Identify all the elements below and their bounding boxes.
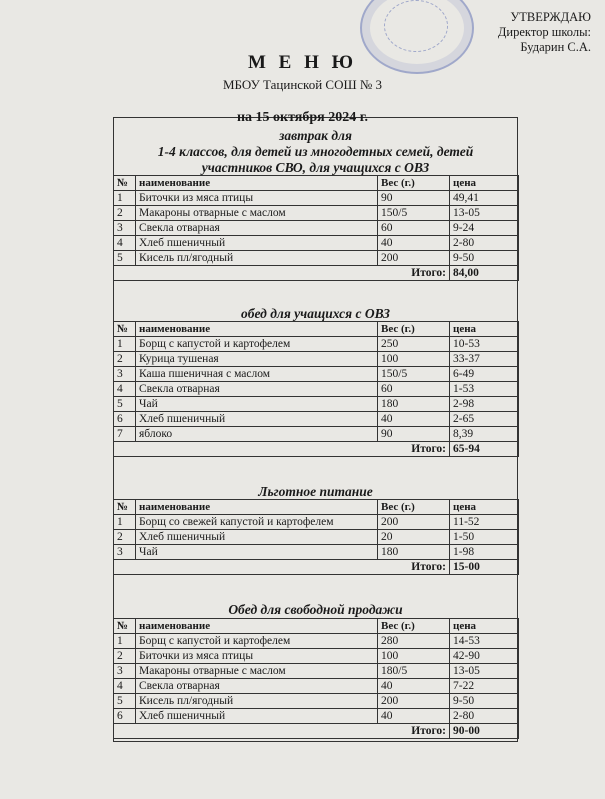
dish-price: 2-80 xyxy=(450,236,519,251)
dish-weight: 150/5 xyxy=(378,367,450,382)
dish-weight: 250 xyxy=(378,337,450,352)
section-title-line: 1-4 классов, для детей из многодетных семей, детей xyxy=(157,144,474,159)
col-weight-header: Вес (г.) xyxy=(378,619,450,634)
dish-price: 9-50 xyxy=(450,694,519,709)
table-row xyxy=(114,397,519,412)
dish-name: Кисель пл/ягодный xyxy=(136,694,378,709)
table-row xyxy=(114,545,519,560)
total-label: Итого: xyxy=(114,724,450,739)
lunch-ovz-table xyxy=(113,321,519,457)
table-row xyxy=(114,236,519,251)
dish-price: 1-98 xyxy=(450,545,519,560)
dish-name: Борщ со свежей капустой и картофелем xyxy=(136,515,378,530)
approval-name: Бударин С.А. xyxy=(520,40,591,54)
row-num: 4 xyxy=(114,679,136,694)
row-num: 6 xyxy=(114,709,136,724)
row-num: 2 xyxy=(114,649,136,664)
row-num: 3 xyxy=(114,367,136,382)
section-title-line: обед для учащихся с ОВЗ xyxy=(240,306,390,321)
table-row xyxy=(114,634,519,649)
total-row xyxy=(114,724,519,739)
section-title-line: Обед для свободной продажи xyxy=(228,602,403,617)
menu-date: на 15 октября 2024 г. xyxy=(236,110,369,125)
table-row xyxy=(114,679,519,694)
table-row xyxy=(114,412,519,427)
col-weight-header: Вес (г.) xyxy=(378,500,450,515)
section-title-line: участников СВО, для учащихся с ОВЗ xyxy=(201,160,430,175)
dish-name: Хлеб пшеничный xyxy=(136,530,378,545)
dish-name: Свекла отварная xyxy=(136,382,378,397)
dish-price: 1-50 xyxy=(450,530,519,545)
col-price-header: цена xyxy=(450,619,519,634)
table-header-row xyxy=(114,500,519,515)
dish-weight: 280 xyxy=(378,634,450,649)
dish-name: Свекла отварная xyxy=(136,679,378,694)
dish-weight: 90 xyxy=(378,191,450,206)
table-row xyxy=(114,206,519,221)
free-sale-table xyxy=(113,618,519,739)
total-row xyxy=(114,560,519,575)
dish-weight: 60 xyxy=(378,221,450,236)
section-title-line: завтрак для xyxy=(279,128,352,143)
col-num-header: № xyxy=(114,500,136,515)
total-value: 84,00 xyxy=(450,266,519,281)
dish-weight: 40 xyxy=(378,709,450,724)
col-name-header: наименование xyxy=(136,500,378,515)
dish-price: 2-65 xyxy=(450,412,519,427)
section-title-breakfast xyxy=(113,128,518,176)
col-price-header: цена xyxy=(450,176,519,191)
col-name-header: наименование xyxy=(136,322,378,337)
dish-price: 14-53 xyxy=(450,634,519,649)
dish-price: 9-24 xyxy=(450,221,519,236)
dish-price: 11-52 xyxy=(450,515,519,530)
table-row xyxy=(114,649,519,664)
dish-weight: 200 xyxy=(378,515,450,530)
row-num: 2 xyxy=(114,352,136,367)
dish-weight: 40 xyxy=(378,236,450,251)
table-row xyxy=(114,427,519,442)
dish-weight: 20 xyxy=(378,530,450,545)
row-num: 3 xyxy=(114,221,136,236)
total-label: Итого: xyxy=(114,560,450,575)
section-title-benefit xyxy=(113,484,518,500)
benefit-meal-table xyxy=(113,499,519,575)
col-weight-header: Вес (г.) xyxy=(378,176,450,191)
table-row xyxy=(114,337,519,352)
row-num: 3 xyxy=(114,664,136,679)
dish-name: Биточки из мяса птицы xyxy=(136,649,378,664)
dish-name: Борщ с капустой и картофелем xyxy=(136,634,378,649)
dish-price: 13-05 xyxy=(450,664,519,679)
dish-name: Хлеб пшеничный xyxy=(136,412,378,427)
dish-name: Свекла отварная xyxy=(136,221,378,236)
dish-weight: 200 xyxy=(378,251,450,266)
dish-weight: 100 xyxy=(378,649,450,664)
breakfast-table xyxy=(113,175,519,281)
table-header-row xyxy=(114,176,519,191)
approval-position: Директор школы: xyxy=(497,25,591,39)
row-num: 1 xyxy=(114,191,136,206)
dish-price: 2-80 xyxy=(450,709,519,724)
dish-price: 9-50 xyxy=(450,251,519,266)
row-num: 1 xyxy=(114,515,136,530)
dish-weight: 40 xyxy=(378,679,450,694)
total-row xyxy=(114,266,519,281)
row-num: 1 xyxy=(114,634,136,649)
row-num: 7 xyxy=(114,427,136,442)
table-row xyxy=(114,709,519,724)
dish-weight: 200 xyxy=(378,694,450,709)
approval-heading: УТВЕРЖДАЮ xyxy=(510,10,591,24)
table-row xyxy=(114,221,519,236)
table-row xyxy=(114,382,519,397)
row-num: 5 xyxy=(114,397,136,412)
col-price-header: цена xyxy=(450,500,519,515)
table-row xyxy=(114,664,519,679)
school-name: МБОУ Тацинской СОШ № 3 xyxy=(222,77,382,92)
table-header-row xyxy=(114,619,519,634)
section-title-free-sale xyxy=(113,602,518,618)
col-weight-header: Вес (г.) xyxy=(378,322,450,337)
dish-price: 42-90 xyxy=(450,649,519,664)
dish-weight: 150/5 xyxy=(378,206,450,221)
dish-price: 6-49 xyxy=(450,367,519,382)
dish-name: Биточки из мяса птицы xyxy=(136,191,378,206)
total-row xyxy=(114,442,519,457)
dish-weight: 40 xyxy=(378,412,450,427)
total-value: 65-94 xyxy=(450,442,519,457)
row-num: 6 xyxy=(114,412,136,427)
dish-weight: 180 xyxy=(378,397,450,412)
table-row xyxy=(114,694,519,709)
dish-name: Каша пшеничная с маслом xyxy=(136,367,378,382)
section-title-lunch-ovz xyxy=(113,306,518,322)
total-value: 90-00 xyxy=(450,724,519,739)
table-row xyxy=(114,191,519,206)
dish-weight: 90 xyxy=(378,427,450,442)
table-row xyxy=(114,515,519,530)
col-num-header: № xyxy=(114,619,136,634)
dish-price: 1-53 xyxy=(450,382,519,397)
dish-name: Макароны отварные с маслом xyxy=(136,664,378,679)
dish-name: Кисель пл/ягодный xyxy=(136,251,378,266)
dish-name: Макароны отварные с маслом xyxy=(136,206,378,221)
dish-weight: 60 xyxy=(378,382,450,397)
total-value: 15-00 xyxy=(450,560,519,575)
row-num: 4 xyxy=(114,382,136,397)
dish-price: 7-22 xyxy=(450,679,519,694)
table-row xyxy=(114,530,519,545)
dish-name: Чай xyxy=(136,545,378,560)
dish-price: 8,39 xyxy=(450,427,519,442)
row-num: 3 xyxy=(114,545,136,560)
row-num: 5 xyxy=(114,694,136,709)
row-num: 2 xyxy=(114,206,136,221)
dish-price: 33-37 xyxy=(450,352,519,367)
page-title: М Е Н Ю xyxy=(247,52,358,73)
table-row xyxy=(114,251,519,266)
dish-price: 49,41 xyxy=(450,191,519,206)
col-name-header: наименование xyxy=(136,619,378,634)
col-num-header: № xyxy=(114,322,136,337)
table-header-row xyxy=(114,322,519,337)
col-name-header: наименование xyxy=(136,176,378,191)
total-label: Итого: xyxy=(114,442,450,457)
dish-price: 2-98 xyxy=(450,397,519,412)
total-label: Итого: xyxy=(114,266,450,281)
table-row xyxy=(114,352,519,367)
dish-name: Хлеб пшеничный xyxy=(136,236,378,251)
dish-name: Чай xyxy=(136,397,378,412)
col-price-header: цена xyxy=(450,322,519,337)
dish-name: Хлеб пшеничный xyxy=(136,709,378,724)
row-num: 5 xyxy=(114,251,136,266)
col-num-header: № xyxy=(114,176,136,191)
dish-name: Борщ с капустой и картофелем xyxy=(136,337,378,352)
table-row xyxy=(114,367,519,382)
dish-name: Курица тушеная xyxy=(136,352,378,367)
dish-weight: 180/5 xyxy=(378,664,450,679)
dish-weight: 100 xyxy=(378,352,450,367)
row-num: 4 xyxy=(114,236,136,251)
row-num: 1 xyxy=(114,337,136,352)
dish-price: 10-53 xyxy=(450,337,519,352)
dish-name: яблоко xyxy=(136,427,378,442)
approval-block xyxy=(498,10,591,55)
section-title-line: Льготное питание xyxy=(258,484,373,499)
row-num: 2 xyxy=(114,530,136,545)
dish-weight: 180 xyxy=(378,545,450,560)
dish-price: 13-05 xyxy=(450,206,519,221)
